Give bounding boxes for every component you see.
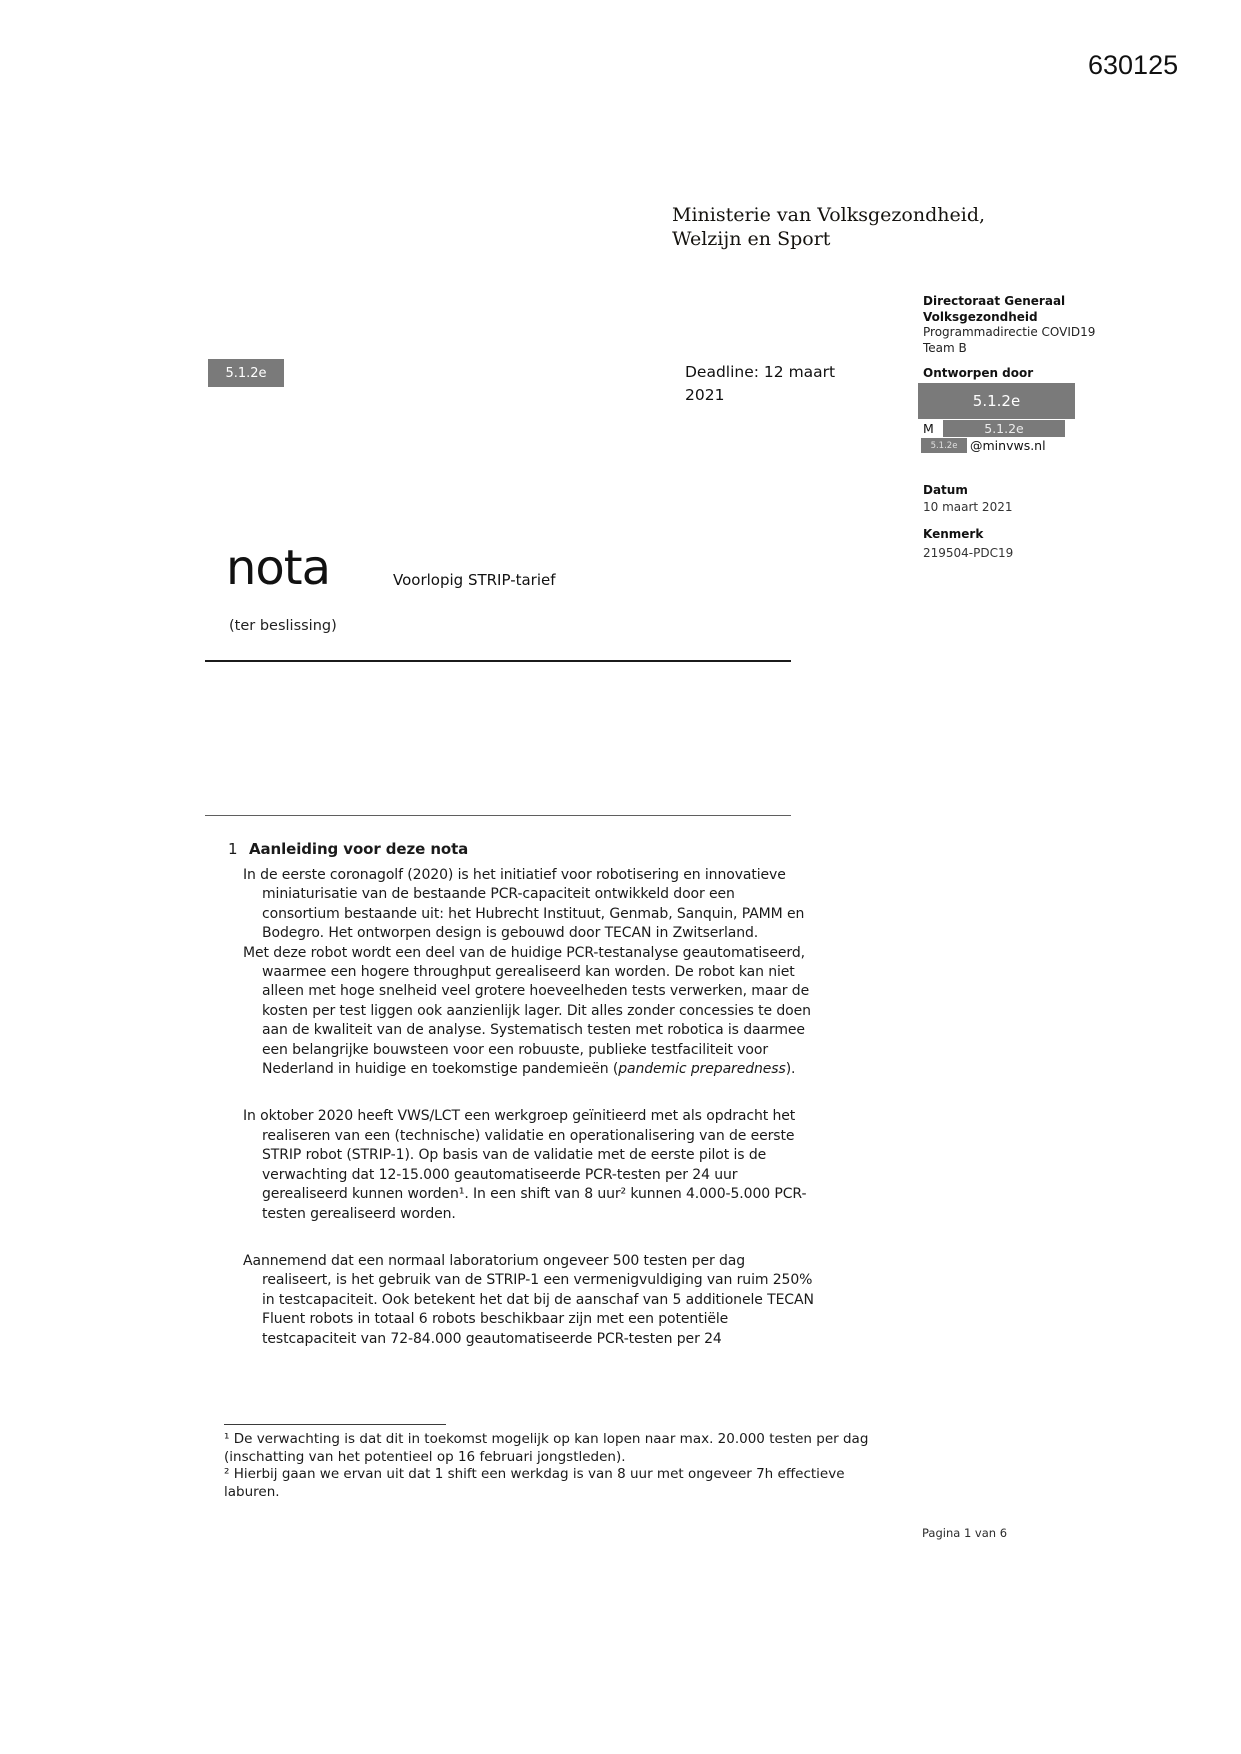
page-number: Pagina 1 van 6 <box>922 1526 1008 1540</box>
sidebar-organization <box>923 294 1095 356</box>
paragraph-2-text: Met deze robot wordt een deel van de huidige PCR-testanalyse geautomatiseerd, waarmee een hogere throughput gerealiseerd kan worden. De robot kan niet alleen met hoge snelheid veel grotere hoeveelheden tests verwerken, maar de kosten per test liggen ook aanzienlijk lager. Dit alles zonder concessies te doen aan de kwaliteit van de analyse. Systematisch testen met robotica is daarmee een belangrijke bouwsteen voor een robuuste, publieke testfaciliteit voor Nederland in huidige en toekomstige pandemieën ( <box>243 944 811 1078</box>
footnote-1: ¹ De verwachting is dat dit in toekomst mogelijk op kan lopen naar max. 20.000 testen per dag (inschatting van het potentieel op 16 februari jongstleden). <box>224 1431 869 1465</box>
deadline-line1: Deadline: 12 maart <box>685 363 836 381</box>
body-divider <box>205 815 791 816</box>
paragraph-2-end: ). <box>785 1061 796 1078</box>
org-name-line1: Directoraat Generaal <box>923 294 1066 308</box>
author-email-row <box>921 438 1046 453</box>
org-directorate: Programmadirectie COVID19 <box>923 325 1096 340</box>
reference-value: 219504-PDC19 <box>923 546 1014 560</box>
paragraph-2 <box>228 944 814 1080</box>
scan-doc-number: 630125 <box>1088 50 1179 80</box>
paragraph-1: In de eerste coronagolf (2020) is het initiatief voor robotisering en innovatieve miniaturisatie van de bestaande PCR-capaciteit ontwikkeld door een consortium bestaande uit: het Hubrecht Instituut, Genmab, Sanquin, PAMM en Bodegro. Het ontworpen design is gebouwd door TECAN in Zwitserland. <box>243 867 805 942</box>
paragraph-3: In oktober 2020 heeft VWS/LCT een werkgroep geïnitieerd met als opdracht het realiseren van een (technische) validatie en operationalisering van de eerste STRIP robot (STRIP-1). Op basis van de validatie met de eerste pilot is de verwachting dat 12-15.000 geautomatiseerde PCR-testen per 24 uur gerealiseerd kunnen worden¹. In een shift van 8 uur² kunnen 4.000-5.000 PCR-testen gerealiseerd worden. <box>243 1108 807 1222</box>
document-body <box>228 839 814 1349</box>
deadline-note <box>685 361 835 407</box>
date-label: Datum <box>923 483 968 497</box>
title-divider <box>205 660 791 662</box>
author-prefix: M <box>923 421 934 436</box>
date-value: 10 maart 2021 <box>923 500 1013 514</box>
ministry-line1: Ministerie van Volksgezondheid, <box>672 204 986 226</box>
email-domain: @minvws.nl <box>970 438 1046 453</box>
footnotes <box>224 1431 900 1501</box>
section-title: Aanleiding voor deze nota <box>249 840 469 858</box>
reference-label: Kenmerk <box>923 527 984 541</box>
document-type-title: nota <box>226 540 331 596</box>
deadline-line2: 2021 <box>685 386 725 404</box>
section-heading <box>228 839 814 859</box>
document-subject: Voorlopig STRIP-tarief <box>393 571 556 589</box>
redaction-box-phone: 5.1.2e <box>943 420 1065 437</box>
footnote-2: ² Hierbij gaan we ervan uit dat 1 shift een werkdag is van 8 uur met ongeveer 7h effectieve laburen. <box>224 1466 845 1500</box>
redaction-box-email: 5.1.2e <box>921 438 967 453</box>
ministry-line2: Welzijn en Sport <box>672 227 831 250</box>
org-name-line2: Volksgezondheid <box>923 309 1038 324</box>
paragraph-2-italic: pandemic preparedness <box>618 1061 786 1078</box>
author-phone-row <box>923 420 1065 437</box>
decision-note: (ter beslissing) <box>229 618 337 634</box>
redaction-box-author-name: 5.1.2e <box>918 383 1075 419</box>
org-team: Team B <box>923 340 967 355</box>
paragraph-4: Aannemend dat een normaal laboratorium ongeveer 500 testen per dag realiseert, is het gebruik van de STRIP-1 een vermenigvuldiging van ruim 250% in testcapaciteit. Ook betekent het dat bij de aanschaf van 5 additionele TECAN Fluent robots in totaal 6 robots beschikbaar zijn met een potentiële testcapaciteit van 72-84.000 geautomatiseerde PCR-testen per 24 <box>243 1252 814 1347</box>
designed-by-label: Ontworpen door <box>923 366 1034 380</box>
section-number: 1 <box>228 840 238 858</box>
redaction-box-left: 5.1.2e <box>208 359 284 387</box>
footnote-divider <box>224 1424 446 1425</box>
ministry-header <box>672 204 985 251</box>
